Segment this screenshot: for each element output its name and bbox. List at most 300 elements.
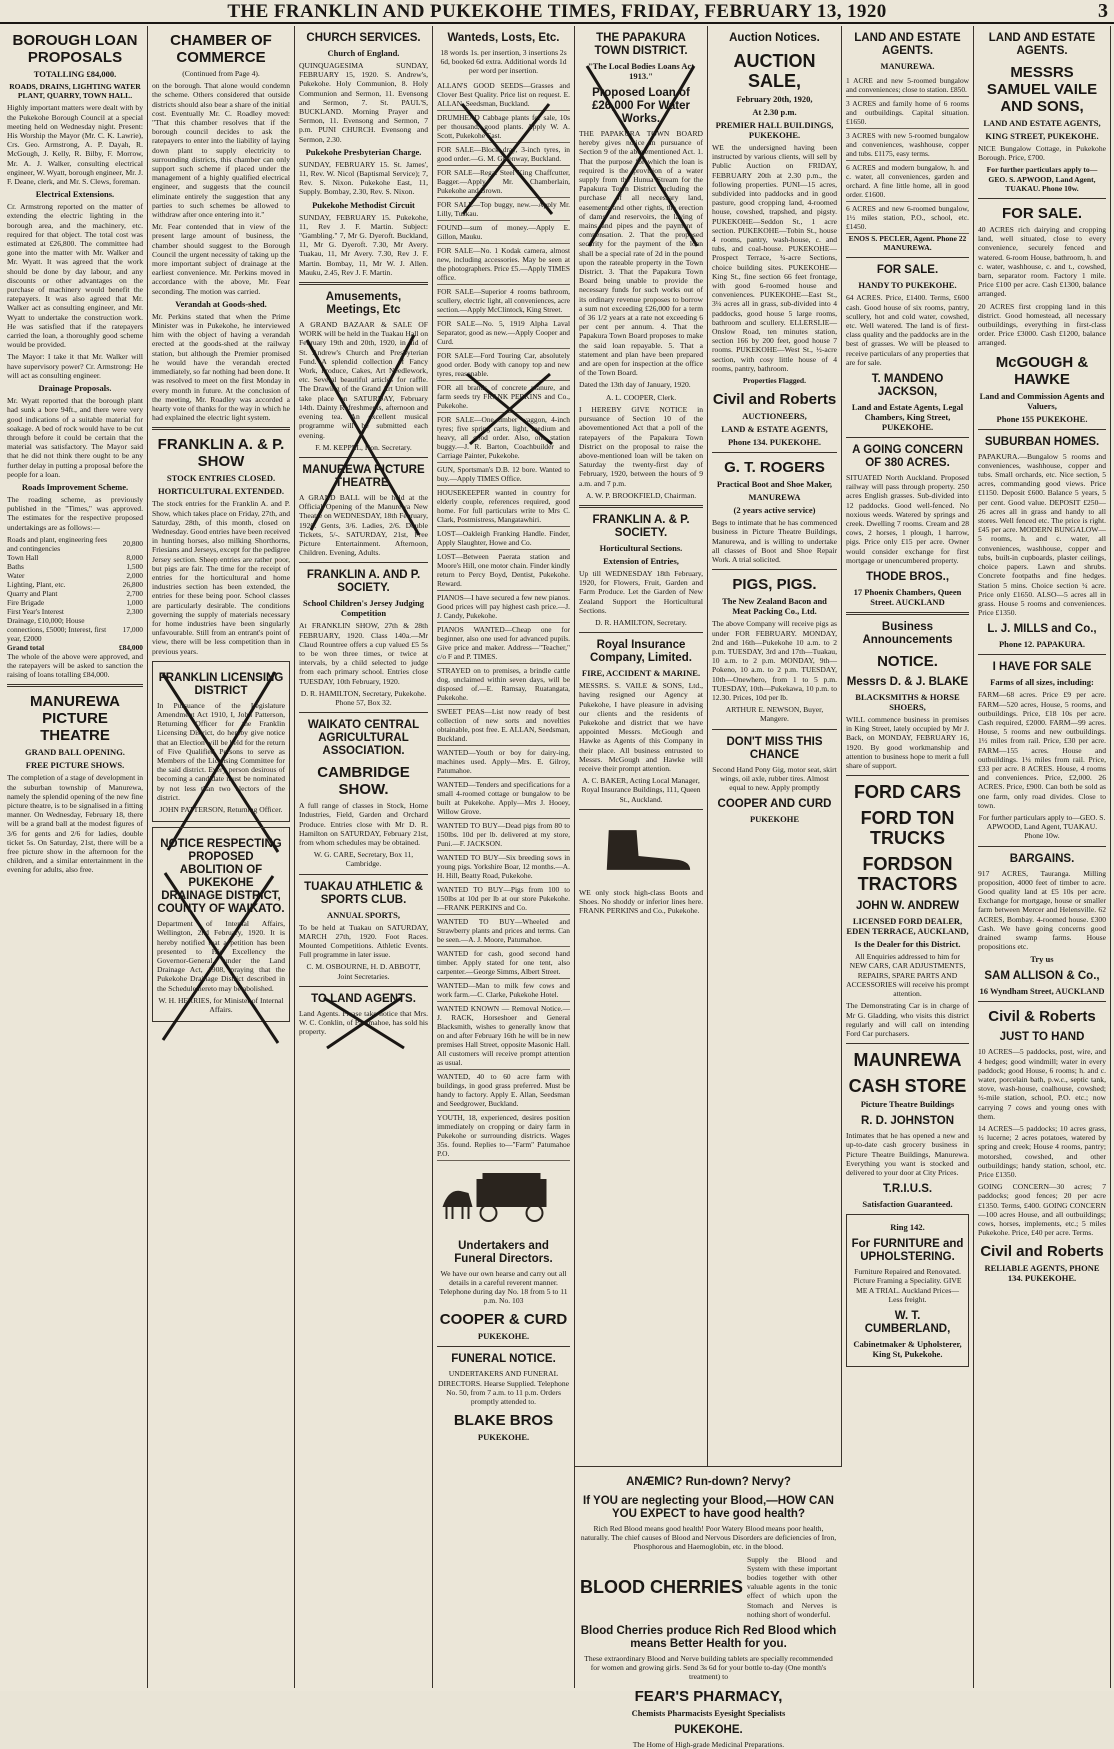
section-heading: Auction Notices. xyxy=(729,32,820,44)
divider xyxy=(299,562,428,563)
ad-footer: The Home of High-grade Medicinal Preparations. xyxy=(632,1739,785,1749)
list-item: 1 ACRE and new 5-roomed bungalow and conveniences; close to station. £850. xyxy=(846,74,969,97)
ad-body: 64 ACRES. Price, £1400. Terms, £600 cash. Good house of six rooms, pantry, scullery, hot and cold water, cowshed, etc. Well watered. The land is of first-class quality and the paddocks are in the best of grasses. We will be pleased to receive particulars of any properties that are for sale. xyxy=(846,293,969,367)
ad-heading: MESSRS SAMUEL VAILE AND SONS, xyxy=(986,64,1098,115)
estimate-value: 8,000 xyxy=(126,552,143,562)
ad-subheading: 16 Wyndham Street, AUCKLAND xyxy=(979,986,1105,997)
ad-heading: R. D. JOHNSTON xyxy=(860,1115,955,1128)
list-item: GUN, Sportsman's D.B. 12 bore. Wanted to buy.—Apply TIMES Office. xyxy=(437,463,570,486)
table-row xyxy=(7,589,143,598)
notice-subheading: "The Local Bodies Loans Act 1913." xyxy=(587,61,695,81)
divider xyxy=(712,729,837,730)
ford-trucks-heading: FORD TON TRUCKS xyxy=(860,808,955,849)
ad-heading: Civil and Roberts xyxy=(980,1243,1104,1261)
ad-body: FARM—68 acres. Price £9 per acre. FARM—520 acres, House, 5 rooms, and outbuildings. Price, £18 10s per acre. Cash required, £2000. FARM—99 acres. House, 5 rooms and new outbuildings. 1½ miles from rail. Price, £30 per acre. FARM—155 acres. House and outbuildings. 1¼ miles from rail. Price, £33 per acre. 8 ACRES. House, 4 rooms and conveniences. Price, £2,000. 26 ACRES. Price, £900. Can both be sold as one farm, only road divides. Close to town. xyxy=(978,690,1106,810)
ad-heading: FOR SALE. xyxy=(1001,205,1082,223)
ad-heading: Civil & Roberts xyxy=(988,1008,1096,1026)
estimate-value: 26,800 xyxy=(122,579,143,589)
list-item: DRUMHEAD Cabbage plants for sale, 10s per thousand, good plants. Apply W. A. Scott, Pukekohe East. xyxy=(437,111,570,143)
table-row xyxy=(7,553,143,562)
total-value: £84,000 xyxy=(118,642,143,652)
ad-subheading: Practical Boot and Shoe Maker, xyxy=(716,479,833,490)
notice-heading: NOTICE RESPECTING PROPOSED ABOLITION OF PUKEKOHE DRAINAGE DISTRICT, COUNTY OF WAIKATO. xyxy=(157,838,285,916)
ad-heading: CASH STORE xyxy=(848,1076,967,1097)
table-row xyxy=(7,598,143,607)
ad-heading: CAMBRIDGE SHOW. xyxy=(317,764,410,799)
ad-body: 917 ACRES, Tauranga. Milling proposition, 4000 feet of timber to acre. Good quality land at £5 10s per acre. Exchange for mortgage, house or smaller farm between Mercer and Helensville. 62 ACRES, Bombay. 4-roomed house. £300 Cash. We have going concerns good drained swamp farms. House propositions etc. xyxy=(978,868,1106,952)
section-heading: CHURCH SERVICES. xyxy=(306,32,421,44)
ad-subheading: Phone 155 PUKEKOHE. xyxy=(996,413,1088,424)
ad-heading: McGOUGH & HAWKE xyxy=(995,353,1089,388)
table-row xyxy=(7,616,143,643)
ad-heading: FOR SALE. xyxy=(876,264,939,277)
column-8 xyxy=(974,26,1111,1688)
ad-heading: T.R.I.U.S. xyxy=(882,1183,933,1196)
ad-subheading: FIRE, ACCIDENT & MARINE. xyxy=(581,668,701,679)
estimate-value: 17,000 xyxy=(122,624,143,634)
ad-heading: BARGAINS. xyxy=(1009,852,1075,865)
drainage-notice xyxy=(152,827,290,1022)
ad-tagline: Blood Cherries produce Rich Red Blood which means Better Health for you. xyxy=(580,1625,837,1651)
page-number: 3 xyxy=(1098,0,1108,22)
list-item: FOR SALE—Ford Touring Car, absolutely good order. Body with canopy top and new tyres, reasonable. xyxy=(437,349,570,381)
rates-note: 18 words 1s. per insertion, 3 insertions 2s 6d, booked 6d extra. Additional words 1d per word per insertion. xyxy=(440,48,567,76)
ad-body: Properties Flagged. xyxy=(742,376,807,386)
divider xyxy=(299,712,428,713)
ad-body: Rich Red Blood means good health! Poor Watery Blood means poor health, naturally. The chief causes of Blood and Nervous Disorders are deficiencies of Iron, Phosphorous and Haemoglobin, etc. in the blood. xyxy=(580,1524,837,1552)
divider xyxy=(299,282,428,285)
divider xyxy=(978,846,1106,847)
article-heading: BOROUGH LOAN PROPOSALS xyxy=(12,32,138,66)
ad-heading: Civil and Roberts xyxy=(712,391,837,409)
ad-subheading: LICENSED FORD DEALER, EDEN TERRACE, AUCKLAND, xyxy=(846,916,969,937)
ad-body: At FRANKLIN SHOW, 27th & 28th FEBRUARY, 1920. Class 140a.—Mr Claud Rountree offers a cup valued £5 5s to be won three times, or twice at intervals, by a child selected to judge from each primary school. Entries close TUESDAY, 10th February, 1920. xyxy=(299,621,428,686)
ad-subheading: KING STREET, PUKEKOHE. xyxy=(985,131,1099,141)
ad-body: A full range of classes in Stock, Home Industries, Field, Garden and Orchard Produce. Entries close with Mr D. R. Hamilton on SATURDAY, February 21st, from whom schedules may be obtained. xyxy=(299,801,428,847)
ad-signature: ARTHUR E. NEWSON, Buyer, Mangere. xyxy=(725,705,824,724)
section-heading: LAND AND ESTATE AGENTS. xyxy=(988,32,1096,57)
ad-body: Up till WEDNESDAY 18th February, 1920, for Flowers, Fruit, Garden and Farm Produce. Let the Garden of New Zealand Support the Horticultural Sections. xyxy=(579,568,703,615)
article-paragraph: Mr. Perkins stated that when the Prime Minister was in Pukekohe, he interviewed him with the object of having a verandah erected at the goods-shed at the railway station, but although the Premier promised he would have the verandah erected immediately, so far nothing had been done. It was resolved to meet on the first Monday in every month in future. At the conclusion of the meeting, Mr. Roadley was accorded a hearty vote of thanks for the way in which he had explained the electric light system. xyxy=(152,311,290,423)
ad-heading: SUBURBAN HOMES. xyxy=(984,435,1100,448)
ad-body: We have our own hearse and carry out all details in a careful reverent manner. Telephone during day No. 18 from 5 to 11 p.m. No. 103 xyxy=(439,1268,568,1306)
article-paragraph: Highly important matters were dealt with by the Pukekohe Borough Council at a special meeting held on Wednesday night. Present: His Worship the Mayor (Mr. C. K. Lawrie), Crs. Geo. Armstrong, A. P. Dayah, R. McGough, J. Kelly, R. Bilby, F. Morrow, Mr. A. J. Walker, consulting electrical engineer, W. Wyatt, borough engineer, Mr. J. F. Deane, clerk, and Mr. S. Clews, foreman. xyxy=(7,103,143,187)
article-subheading: FREE PICTURE SHOWS. xyxy=(25,760,125,771)
divider xyxy=(846,612,969,615)
divider xyxy=(846,1043,969,1044)
ad-heading: JOHN W. ANDREW xyxy=(855,900,960,913)
ad-subheading: HANDY TO PUKEKOHE. xyxy=(858,280,957,291)
ad-subheading: MANUREWA. xyxy=(880,61,935,71)
table-row xyxy=(7,643,143,652)
ad-subheading: Ring 142. xyxy=(890,1222,925,1233)
table-row xyxy=(7,580,143,589)
ad-signature: ENOS S. PECLER, Agent. Phone 22 MANUREWA. xyxy=(848,234,967,253)
divider xyxy=(579,809,703,810)
divider xyxy=(978,429,1106,430)
brand-row xyxy=(580,1555,837,1619)
estimate-value: 2,300 xyxy=(126,606,143,616)
list-item: FOR all brands of concrete manure, and farm seeds try FRANK PERKINS and Co., Pukekohe. xyxy=(437,381,570,413)
ad-subheading: LAND AND ESTATE AGENTS, xyxy=(983,118,1101,128)
article-paragraph: Cr. Armstrong reported on the matter of extending the electric lighting in the borough area, and the machinery, etc. required for that object. The total cost was estimated at £26,800. The committee had gone into the matter with Mr. Walker and Mr. Wyatt. It was agreed that the work should be done by day labour, and any discounts or other advantages on the purchase of machinery would benefit the ratepayers. It was also agreed that Mr. Walker act as consulting engineer, and Mr. Wyatt to undertake the construction work. He was satisfied that if the ratepayers carried the loan, a thoroughly good scheme would be provided. xyxy=(7,202,143,350)
ad-heading: DON'T MISS THIS CHANCE xyxy=(726,735,823,761)
notice-body: I HEREBY GIVE NOTICE in pursuance of Section 10 of the abovementioned Act that a poll of the ratepayers of the Papakura Town District on the proposal to raise the above-mentioned loan will be taken on Saturday the twenty-first day of February, 1920, between the hours of 9 a.m. and 7 p.m. xyxy=(579,404,703,488)
list-item: LOST—Between Paerata station and Moore's Hill, one motor chain. Finder kindly return to Percy Boyd, Dentist, Pukekohe. Reward. xyxy=(437,550,570,591)
estimate-value: 2,700 xyxy=(126,588,143,598)
table-row xyxy=(7,571,143,580)
land-agents-notice xyxy=(299,993,428,1037)
ad-body: Land Agents. Please take notice that Mrs. W. C. Conklin, of Patumahoe, has sold his property. xyxy=(299,1008,428,1037)
divider xyxy=(846,257,969,258)
ad-heading: PIGS, PIGS. xyxy=(732,576,817,594)
ad-subheading: PUKEKOHE. xyxy=(477,1331,530,1342)
ad-heading: W. T. CUMBERLAND, xyxy=(864,1309,951,1335)
ad-subheading: Horticultural Sections. xyxy=(599,542,683,553)
list-item: FOR SALE—Top buggy, new.—Apply Mr. Lilly, Tuakau. xyxy=(437,198,570,221)
notice-body: THE PAPAKURA TOWN BOARD hereby gives notice in pursuance of Section 9 of the abovementioned Act. 1. That the purpose for which the loan is required is the provision of a water supply from the Hunua Stream for the Papakura Town District including the purchase of all necessary land, easements and other rights, the erection of dams and reservoirs, the laying of mains and pipes and the payment of compensation. 2. That the proposed security for the payment of the loan shall be a special rate of 2d in the pound upon the rateable property in the Town District. 3. That the Papakura Town Board being unable to provide the necessary funds for such works out of its ordinary revenue proposes to borrow a sum not exceeding £26,000 for a term of 36 1/2 years at a rate not exceeding 6 per cent per annum. 4. That the Papakura Town Board proposes to make the said loan repayable. 5. That a statement and plan have been prepared and are open for inspection at the office of the Town Board. xyxy=(579,129,703,378)
estimate-label: Quarry and Plant xyxy=(7,588,58,598)
divider xyxy=(299,457,428,458)
section-subheading: Verandah at Goods-shed. xyxy=(175,298,267,309)
list-item: FOR SALE—No. 5, 1919 Alpha Laval Separator, good as new.—Apply Cooper and Curd. xyxy=(437,317,570,349)
article-intro: ROADS, DRAINS, LIGHTING WATER PLANT, QUARRY, TOWN HALL. xyxy=(9,82,141,101)
ad-signature: W. G. CARE, Secretary, Box 11, Cambridge. xyxy=(313,850,414,869)
divider xyxy=(299,874,428,875)
list-item: FOR SALE—Block dray, 3-inch tyres, in good order.—G. M. Greenway, Buckland. xyxy=(437,143,570,166)
list-item: FOR SALE—No. 1 Kodak camera, almost new, including accessories. May be seen at the photographers. Price £5.—Apply TIMES office. xyxy=(437,244,570,285)
ad-heading: If YOU are neglecting your Blood,—HOW CAN YOU EXPECT to have good health? xyxy=(583,1495,834,1520)
ad-heading: WAIKATO CENTRAL AGRICULTURAL ASSOCIATION. xyxy=(307,719,420,758)
section-subheading: Pukekohe Presbyterian Charge. xyxy=(305,146,422,157)
list-item: 3 ACRES with new 5-roomed bungalow and conveniences, washhouse, copper and tubs. £1175, easy terms. xyxy=(846,129,969,161)
notice-heading: THE PAPAKURA TOWN DISTRICT. xyxy=(594,32,688,57)
ad-subheading: LAND & ESTATE AGENTS, xyxy=(721,424,828,435)
ad-heading: MANUREWA PICTURE THEATRE. xyxy=(302,463,425,489)
ad-body: Intimates that he has opened a new and up-to-date cash grocery business in Picture Theatre Buildings, Manurewa. Everything you want is stocked and delivered to your door at City Prices. xyxy=(846,1131,969,1177)
ad-subheading: School Children's Jersey Judging Competition xyxy=(303,598,424,619)
list-item: WANTED TO BUY—Wheeled and Strawberry plants and prices and terms. Can be seen.—A. J. Moore, Patumahoe. xyxy=(437,915,570,947)
ad-subheading: Picture Theatre Buildings xyxy=(860,1099,955,1110)
section-subheading: Electrical Extensions. xyxy=(35,189,115,200)
ad-subheading: RELIABLE AGENTS, PHONE 134. PUKEKOHE. xyxy=(984,1263,1100,1284)
list-item: FOR SALE—Superior 4 rooms bathroom, scullery, electric light, all conveniences, acre section.—Apply McClintock, King Street. xyxy=(437,285,570,317)
divider xyxy=(437,1346,570,1347)
list-item: PIANOS—I have secured a few new pianos. Good prices will pay highest cash price.—J. J. Candy, Pukekohe. xyxy=(437,591,570,623)
ad-body: To be held at Tuakau on SATURDAY, MARCH 27th, 1920. Foot Races. Mounted Competitions. Athletic Events. Full programme in later issue. xyxy=(299,922,428,960)
list-item: WANTED TO BUY—Dead pigs from 80 to 150lbs. 10d per lb. delivered at my store, Puni.—F. JACKSON. xyxy=(437,819,570,851)
divider xyxy=(846,775,969,776)
ad-heading: AUCTION SALE, xyxy=(733,51,816,91)
ad-subheading: BLACKSMITHS & HORSE SHOERS, xyxy=(855,692,960,713)
divider xyxy=(152,427,290,430)
service-list: SUNDAY, FEBRUARY 15. St. James', 11, Rev. W. Nicol (Baptismal Service); 7, Rev. S. Nixon. Pukekohe East, 11, Supply. Bombay, 2.30, Rev. S. Nixon. xyxy=(299,159,428,197)
article-subheading: STOCK ENTRIES CLOSED. xyxy=(166,473,276,484)
ad-body: SITUATED North Auckland. Proposed railway will pass through property. 250 acres English grasses. Sub-divided into 12 paddocks. Good well-fenced. No noxious weeds. Watered by springs and creek. Dwelling 7 rooms. Cream and 28 cows, 2 horses, 1 plough, 1 harrow, pigs. Price only £15 per acre. Owner would consider exchange for first mortgage or unencumbered property. xyxy=(846,473,969,565)
list-item: PIANOS WANTED—Cheap one for beginner, also one used for advanced pupils. Give price and maker. Address—"Teacher," c/o F and P. TIMES. xyxy=(437,623,570,664)
ad-body: Furniture Repaired and Renovated. Picture Framing a Speciality. GIVE ME A TRIAL. Auckland Prices—Less freight. xyxy=(853,1267,962,1304)
ad-heading: A GOING CONCERN OF 380 ACRES. xyxy=(852,444,963,470)
list-item: FOUND—sum of money.—Apply E. Gillon, Mauku. xyxy=(437,221,570,244)
estimate-value: 1,000 xyxy=(126,597,143,607)
list-item: 3 ACRES and family home of 6 rooms and outbuildings. Capital situation. £1650. xyxy=(846,97,969,129)
service-list: QUINQUAGESIMA SUNDAY, FEBRUARY 15, 1920. S. Andrew's, Pukekohe. Holy Communion, 8. Holy Communion and Sermon, 11. Evensong and Sermon, 7. St. PAUL'S, BUCKLAND. Morning Prayer and Sermon, 11. Evensong and Sermon, 7 p.m. PUNI CHURCH. Evensong and Sermon, 2.30. xyxy=(299,61,428,144)
section-heading: LAND AND ESTATE AGENTS. xyxy=(854,32,961,57)
ad-heading: COOPER AND CURD xyxy=(717,798,832,811)
ad-heading: JUST TO HAND xyxy=(999,1031,1085,1044)
ad-signature: D. R. HAMILTON, Secretary, Pukekohe. Phone 57, Box 32. xyxy=(300,688,427,707)
ad-body: 40 ACRES rich dairying and cropping land, well situated, close to every convenience, securely fenced and watered. 6-room House, bathroom, h. and c. water, washhouse, c. and t., cowshed, barn, separator room. Factory 1 mile. Price £100 per acre. Cash £1300, balance arranged. xyxy=(978,225,1106,299)
ad-heading: Messrs D. & J. BLAKE xyxy=(846,676,969,689)
list-item: FOR SALE—One timber waggon, 4-inch tyres; five spring carts, light, medium and heavy, all good order. Also, one station buggy.—J. R. Barton, Coachbuilder and Carriage Painter, Pukekohe. xyxy=(437,413,570,463)
ad-body: WILL commence business in premises in King Street, lately occupied by Mr J. Back, on MONDAY, FEBRUARY 16, 1920. By good workmanship and attention to business hope to merit a full share of support. xyxy=(846,715,969,771)
article-paragraph: The Mayor: I take it that Mr. Walker will have supervisory power? Cr. Armstrong: He will act as consulting engineer. xyxy=(7,352,143,380)
ad-subheading: MANUREWA xyxy=(748,492,801,503)
article-paragraph: The stock entries for the Franklin A. and P. Show, which takes place on Friday, 27th, and Saturday, 28th, of this month, closed on Wednesday. Good entries have been received in hunting horses, also milking Shorthorns, Friesians and Jerseys, except for the pedigree Jersey section. Sheep entries are rather poor, but pigs are fair. The time for the receipt of entries for the horticultural and home industries section has been extended, the entries for these being poor. School classes are particularly desirable. The conditions governing the supply of materials necessary for home industries have been singularly unfavourable. Still from an entrant's point of view, there will be less competition than in previous years. xyxy=(152,499,290,656)
ad-body: WE the undersigned having been instructed by various clients, will sell by Public Auction on FRIDAY, FEBRUARY 20th at 2.30 p.m., the following properties. PUNI—15 acres, subdivided into paddocks and in good pasture, good cropping land, 4-roomed house, cowshed, trapshed, and pigsty. PUKEKOHE—Seddon St., 1 acre section. PUKEKOHE—Tobin St., house 4 rooms, pantry, wash-house, c. and tubs, and coal-house. PUKEKOHE—Prospect Terrace, ¾-acre Sections, choice building sites. PUKEKOHE—King St., fine section 66 feet frontage, with good 6-roomed house and conveniences. PUKEKOHE—East St., 3¼ acres all in grass, sub-divided into 4 paddocks, good house 5 large rooms, bathroom and scullery. ELLERSLIE—Onslow Road, ten minutes station, section 166 by 200 feet, good house 7 rooms. PUKEKOHE—West St., ½-acre section, with cosy little house of 4 rooms, pantry, bathroom. xyxy=(712,143,837,373)
column-5 xyxy=(575,26,708,1688)
ad-body: 20 ACRES first cropping land in this district. Good homestead, all necessary outbuildings, everything in first-class order. Price £3000. Cash £1200, balance arranged. xyxy=(978,301,1106,348)
estimate-label: Baths xyxy=(7,561,24,571)
table-row xyxy=(7,535,143,553)
article-heading: MANUREWA PICTURE THEATRE xyxy=(30,693,120,745)
article-paragraph: Mr. Wyatt reported that the borough plant had sunk a bore 94ft., and there were very good indications of a suitable material for soakage. A bed of rock would have to be cut through before it could be certain that the material was satisfactory. The Mayor said that he did not think there ought to be any further delay in putting a proposal before the people for a loan. xyxy=(7,396,144,479)
list-item: 6 ACRES and modern bungalow, h. and c. water, all conveniences, garden and orchard. A fine little home, all in good order. £1600. xyxy=(846,161,969,202)
service-list: SUNDAY, FEBRUARY 15. Pukekohe, 11, Rev J. F. Martin. Subject: "Gambling." 7, Mr G. Dyeroft. Buckland, 11, Mr G. Dyeroft. 7.30, Mr Avery. Tuakau, 11, Mr Avery. 7.30, Rev J. F. Martin. Bombay, 11, Mr W. J. Allen. Mauku, 2.45, Rev J. F. Martin. xyxy=(299,212,428,277)
ad-body: UNDERTAKERS AND FUNERAL DIRECTORS. Hearse Supplied. Telephone No. 50, from 7 a.m. to 11 p.m. Orders promptly attended to. xyxy=(437,1369,569,1407)
section-subheading: Pukekohe Methodist Circuit xyxy=(312,199,415,210)
pharmacy-town: PUKEKOHE. xyxy=(674,1723,743,1736)
column-4 xyxy=(433,26,575,1688)
table-row xyxy=(7,562,143,571)
ad-heading: FRANKLIN A. AND P. SOCIETY. xyxy=(306,569,421,595)
divider xyxy=(846,437,969,438)
list-item: WANTED for cash, good second hand timber. Apply stated for one tent, also carpenter.—George Simms, Albert Street. xyxy=(437,947,570,979)
ad-subheading: Try us xyxy=(1030,954,1054,965)
furniture-ad xyxy=(846,1214,969,1367)
notice-body: In Pursuance of the Legislature Amendment Act 1910, I, John Patterson, Returning Officer for the Franklin Licensing District, do hereby give notice that an Election will be held for the return of Five Qualified Persons to serve as Members of the Licensing Committee for the said district. Every person desirous of becoming a candidate must be nominated by not less than two electors of the district. xyxy=(157,700,285,802)
estimate-label: Water xyxy=(7,570,25,580)
divider xyxy=(299,986,428,987)
ad-signature: D. R. HAMILTON, Secretary. xyxy=(595,617,687,627)
ad-heading: THODE BROS., xyxy=(865,571,950,584)
list-item: FOR SALE—Regal Steel King Chaffcutter, Bagger.—Apply Mr. Chamberlain, Pukekohe and Brown. xyxy=(437,166,570,198)
fordson-tractors-heading: FORDSON TRACTORS xyxy=(857,854,958,895)
ad-body: These extraordinary Blood and Nerve building tablets are specially recommended for women and growing girls. Send 3s 6d for your bottle to-day (One month's treatment) to xyxy=(584,1654,833,1682)
ad-subheading: Farms of all sizes, including: xyxy=(990,677,1094,688)
ad-heading: NOTICE. xyxy=(877,653,938,671)
ad-subheading: Phone 134. PUKEKOHE. xyxy=(727,437,822,448)
article-subheading: GRAND BALL OPENING. xyxy=(25,747,125,758)
ad-heading: G. T. ROGERS xyxy=(724,459,825,477)
ad-subheading: 17 Phoenix Chambers, Queen Street. AUCKLAND xyxy=(853,587,962,608)
bazaar-ad xyxy=(299,320,428,452)
notice-signature: JOHN PATTERSON, Returning Officer. xyxy=(159,805,283,814)
ad-heading: TO LAND AGENTS. xyxy=(311,992,416,1005)
article-paragraph: on the borough. That alone would condemn the scheme. Others considered that outside districts should also bear a share of the initial cost. Eventually Mr. C. Roadley moved: "That this chamber resolves that if the borough council decides to ask the ratepayers to enter into the liability of laying down plant to supply electricity to surrounding districts, this chamber can only support such scheme if placed under the management of a highly qualified electrical engineer, and suggests that the council eliminate entirely the suggestion that any parties to such schemes be allowed to withdraw after once entering into it." xyxy=(152,81,290,220)
ad-heading: MAUNREWA xyxy=(853,1050,962,1071)
list-item: LOST—Oakleigh Franking Handle. Finder, Apply Slaughter, Howe and Co. xyxy=(437,527,570,550)
ad-body: The Demonstrating Car is in charge of Mr G. Gladding, who visits this district regularly and will call on intending Ford Car purchasers. xyxy=(846,1001,969,1038)
list-item: WANTED KNOWN — Removal Notice.—J. RACK, Horseshoer and General Blacksmith, wishes to generally know that on and after February 16th he will be in new premises Hall Street, opposite Masonic Hall. All customers will receive prompt attention as usual. xyxy=(437,1002,570,1070)
column-6 xyxy=(708,26,842,1688)
article-heading: CHAMBER OF COMMERCE xyxy=(170,32,272,66)
ad-subheading: Phone 12. PAPAKURA. xyxy=(998,639,1086,650)
hearse-illustration xyxy=(437,1167,570,1223)
section-heading: Wanteds, Losts, Etc. xyxy=(447,32,560,44)
ad-subheading: Extension of Entries, xyxy=(603,555,679,566)
ad-heading: FRANKLIN A. & P. SOCIETY. xyxy=(592,513,690,539)
ad-signature: For further particulars apply to—GEO. S. APWOOD, Land Agent, TUAKAU. Phone 10w. xyxy=(978,812,1106,841)
divider xyxy=(712,569,837,570)
article-paragraph: The roading scheme, as previously published in the "Times," was approved. The estimates for the respective proposed undertakings are as follows:— xyxy=(7,494,143,532)
ad-signature: C. M. OSBOURNE, H. D. ABBOTT, Joint Secretaries. xyxy=(306,962,421,981)
list-item: WANTED TO BUY—Pigs from 100 to 150lbs at 10d per lb at our store Pukekohe.—FRANK PERKINS and Co. xyxy=(437,883,570,915)
ad-signature: F. M. KEPPEL, Hon. Secretary. xyxy=(315,442,412,452)
ad-signature: For further particulars apply to—GEO. S. APWOOD, Land Agent, TUAKAU. Phone 10w. xyxy=(986,165,1098,193)
ad-body: GOING CONCERN—30 acres; 7 paddocks; good fences; 20 per acre £1350. Terms, £400. GOING CONCERN—100 acres House, and all outbuildings; cows, horses, implements, etc.; 5 miles Pukekohe. Price, £40 per acre. Terms. xyxy=(978,1182,1106,1238)
ad-body: NICE Bungalow Cottage, in Pukekohe Borough. Price, £700. xyxy=(978,144,1106,163)
ad-heading: BLAKE BROS xyxy=(453,1412,554,1430)
notice-date: Dated the 13th day of January, 1920. xyxy=(579,380,691,390)
list-item: WANTED—Youth or boy for dairy-ing, machines used. Apply—Mrs. E. Gilroy, Patumahoe. xyxy=(437,746,570,778)
ad-subheading: Satisfaction Guaranteed. xyxy=(862,1199,953,1210)
estimate-label: Lighting, Plant, etc. xyxy=(7,579,66,589)
ad-subheading: PUKEKOHE. xyxy=(477,1432,530,1443)
divider xyxy=(7,684,143,687)
section-heading: Business Announcements xyxy=(862,621,953,647)
list-item: WANTED—Tenders and specifications for a small 4-roomed cottage or bungalow to be built at Pukekohe. Apply—Mrs J. Hooey, Willow Grove. xyxy=(437,778,570,819)
notice-signature: A. L. COOPER, Clerk. xyxy=(605,392,677,402)
ad-heading: ANÆMIC? Run-down? Nervy? xyxy=(626,1476,791,1488)
column-2 xyxy=(148,26,295,1688)
ad-body: A GRAND BALL will be held at the Official Opening of the Manurewa New Theatre on WEDNESDAY, 18th February, 1920. Gents, 3/6. Ladies, 2/6. Double Tickets, 5/-. SATURDAY, 21st, Free Picture Entertainment. Afternoon, Children. Evening, Adults. xyxy=(299,492,428,558)
column-1 xyxy=(3,26,148,1688)
continued-note: (Continued from Page 4). xyxy=(182,69,260,78)
ad-body: 10 ACRES—5 paddocks, post, wire, and 4 hedges; good windmill; water in every paddock; good House, 6 rooms; h. and c. water, porcelain bath, p.w.c., septic tank, stove, wash-house, coalhouse, cowshed; ½-mile station, school, P.O. etc.; now carrying 7 cows and young ones with them. xyxy=(978,1047,1106,1121)
ad-subheading: ANNUAL SPORTS, xyxy=(327,909,400,920)
article-paragraph: The whole of the above were approved, and the ratepayers will be asked to sanction the raising of loans totalling £84,000. xyxy=(7,651,143,680)
column-7 xyxy=(842,26,974,1688)
estimates-table xyxy=(7,535,143,652)
classified-list xyxy=(437,79,570,1161)
columns xyxy=(3,26,1111,1749)
article-subheading: TOTALLING £84,000. xyxy=(33,69,117,79)
ad-subheading: Is the Dealer for this District. xyxy=(854,939,961,950)
notice-signature: A. W. P. BROOKFIELD, Chairman. xyxy=(585,490,697,500)
divider xyxy=(579,505,703,508)
article-paragraph: The completion of a stage of development in the suburban township of Manurewa, namely the splendid opening of the new fine picture theatre, is to be signalised in a fitting manner. On Wednesday, February 18, there will be a grand ball at the modest figures of 3/6 for gents and 2/6 for ladies, double ticket 5s. On Saturday, 21st, there will be a free picture show in the afternoon for the children, and a similar entertainment in the evening for adults, also free. xyxy=(7,773,144,875)
list-item: WANTED, 40 to 60 acre farm with buildings, in good grass preferred. Must be handy to factory. Apply E. Allan, Seedsman and Seedgrower, Buckland. xyxy=(437,1070,570,1111)
notice-subheading: Proposed Loan of £26,000 For Water Works. xyxy=(591,87,690,125)
total-label: Grand total xyxy=(7,642,45,652)
ad-body: PAPAKURA.—Bungalow 5 rooms and conveniences, washhouse, copper and tubs. Small orchards, etc. Nice section, 5 acres, commanding good views. Price £1150. Deposit £600. Balance 5 years, 5 per cent. Good value. DEPOSIT £250—26 acres all in grass and handy to all stores. Well fenced etc. The price is right. £45 per acre. MODERN BUNGALOW—5 rooms, h. and c. water, all conveniences, washhouse, copper and tubs, built-in cupboards, plaster ceilings, choice papers. Lawn and shrubs. Concrete footpaths and fine hedges. Station 5 mins. Choice section ¼ acre. Price only £1650. ALSO—5 acres all in grass. House 5 rooms and conveniences. Price £1350. xyxy=(978,451,1107,618)
ad-subheading: Land and Commission Agents and Valuers, xyxy=(979,390,1105,411)
ad-subheading: PREMIER HALL BUILDINGS, PUKEKOHE. xyxy=(715,120,834,140)
list-item: 6 ACRES and new 6-roomed bungalow, 1½ miles station, P.O., school, etc. £1450. xyxy=(846,202,969,234)
brand-name: BLOOD CHERRIES xyxy=(580,1576,744,1597)
ad-subheading: February 20th, 1920, xyxy=(736,94,813,104)
divider xyxy=(978,654,1106,655)
divider xyxy=(978,198,1106,199)
table-row xyxy=(7,607,143,616)
blood-cherries-ad xyxy=(575,1466,842,1749)
list-item: STRAYED on to premises, a brindle cattle dog, unclaimed within seven days, will be disposed of.—E. Ramsay, Ruatangata, Pukekohe. xyxy=(437,664,570,705)
estimate-value: 20,800 xyxy=(122,539,143,549)
list-item: ALLAN'S GOOD SEEDS—Grasses and Clover Best Quality. Price list on request. E. ALLAN, Seedsman, Buckland. xyxy=(437,79,570,111)
ad-heading: T. MANDENO JACKSON, xyxy=(871,373,944,399)
ad-subheading: Land and Estate Agents, Legal Chambers, King Street, PUKEKOHE. xyxy=(851,402,964,433)
pharmacy-name: FEAR'S PHARMACY, xyxy=(634,1687,783,1705)
divider xyxy=(978,1001,1106,1002)
divider xyxy=(712,452,837,453)
ad-body: All Enquiries addressed to him for NEW CARS, CAR ADJUSTMENTS, REPAIRS, SPARE PARTS AND ACCESSORIES will receive his prompt attention. xyxy=(846,952,969,999)
masthead-title: THE FRANKLIN AND PUKEKOHE TIMES, FRIDAY, FEBRUARY 13, 1920 xyxy=(227,1,887,22)
ad-subheading: (2 years active service) xyxy=(733,505,816,516)
ad-heading: For FURNITURE and UPHOLSTERING. xyxy=(851,1238,964,1264)
pharmacy-services: Chemists Pharmacists Eyesight Specialists xyxy=(631,1707,786,1718)
ad-heading: Royal Insurance Company, Limited. xyxy=(589,639,693,665)
estimate-value: 1,500 xyxy=(126,561,143,571)
estimate-label: Roads and plant, engineering fees and contingencies xyxy=(7,534,107,553)
boot-illustration xyxy=(579,821,703,877)
article-subheading: HORTICULTURAL EXTENDED. xyxy=(158,486,284,497)
section-subheading: Church of England. xyxy=(327,48,400,58)
notice-heading: FRANKLIN LICENSING DISTRICT xyxy=(158,671,284,697)
licensing-notice xyxy=(152,661,290,822)
papakura-loan-notice xyxy=(579,61,703,500)
ad-heading: SAM ALLISON & Co., xyxy=(984,970,1100,983)
ad-subheading: PUKEKOHE xyxy=(749,814,800,825)
ad-body: Begs to intimate that he has commenced business in Picture Theatre Buildings, Manurewa, and is willing to undertake all classes of Boot and Shoe Repair Work. A trial solicited. xyxy=(712,518,837,565)
section-subheading: Drainage Proposals. xyxy=(38,383,112,394)
notice-signature: W. H. HERRIES, for Minister of Internal Affairs. xyxy=(158,995,284,1015)
divider xyxy=(579,632,703,633)
ad-subheading: Cabinetmaker & Upholsterer, King St, Pukekohe. xyxy=(853,1338,962,1359)
ad-body: A GRAND BAZAAR & SALE OF WORK will be held in the Tuakau Hall on February 19th and 20th, 1920, in aid of St. Andrew's Church and Presbyterian Fund. A splendid collection of Fancy Work, Produce, Cakes, Art Needlework, etc. Several beautiful articles for raffle. The Drawing of the Grand Art Union will take place on SATURDAY, February 14th. Dainty Refreshments, afternoon and evening tea. An excellent musical programme will be submitted each evening. xyxy=(299,320,428,440)
section-subheading: Roads Improvement Scheme. xyxy=(21,481,129,492)
ad-body: 14 ACRES—5 paddocks; 10 acres grass, ½ lucerne; 2 acres potatoes, watered by spring and creek; House 4 rooms, pantry; motorshed, cowshed, and other outbuildings; handy station, school, etc. Price £1350. xyxy=(978,1124,1106,1180)
estimate-label: Drainage, £10,000; House connections, £5000; Interest, first year, £2000 xyxy=(7,615,107,643)
ad-heading: L. J. MILLS and Co., xyxy=(987,623,1097,636)
ad-body: Second Hand Pony Gig, motor seat, skirt wings, oil axle, rubber tires. Almost equal to new. Apply promptly xyxy=(712,764,837,792)
list-item: SWEET PEAS—List now ready of best collection of new sorts and novelties obtainable, post free. E. ALLAN, Seedsman, Buckland. xyxy=(437,705,570,746)
ad-subheading: AUCTIONEERS, xyxy=(742,411,807,422)
ford-cars-heading: FORD CARS xyxy=(854,782,961,803)
ad-heading: FUNERAL NOTICE. xyxy=(451,1353,556,1366)
section-heading: Amusements, Meetings, Etc xyxy=(325,291,402,317)
article-paragraph: Mr. Fear contended that in view of the present large amount of business, the chamber should suggest to the Borough Council the urgent necessity of taking up the more important subject of drainage at the earliest convenience. Mr. Perkins moved in accordance with the above, Mr. Fear seconding. The motion was carried. xyxy=(152,222,290,296)
estimate-label: Town Hall xyxy=(7,552,39,562)
ad-heading: I HAVE FOR SALE xyxy=(992,661,1092,674)
ad-heading: Undertakers and Funeral Directors. xyxy=(454,1239,553,1265)
list-item: HOUSEKEEPER wanted in country for elderly couple, references required, good home. For full particulars write to Mrs C. Clark, Postmistress, Mangatawhiri. xyxy=(437,486,570,527)
estimate-label: First Year's Interest xyxy=(7,606,64,616)
ad-subheading: At 2.30 p.m. xyxy=(752,107,797,117)
ad-heading: TUAKAU ATHLETIC & SPORTS CLUB. xyxy=(304,880,423,906)
column-3 xyxy=(295,26,433,1688)
ad-body: The above Company will receive pigs as under FOR FEBRUARY. MONDAY, 2nd and 16th—Pukekohe 10 a.m. to 2 p.m. TUESDAY, 3rd and 17th—Tuakau, 10 a.m. to 2 p.m. MONDAY, 9th—Pokeno, 10 a.m. to 2 p.m. TUESDAY, 10th—Onewhero, from 1 to 5 p.m. TUESDAY, 10th—Pukekawa, 10 p.m. to 12.30. Prices, 10d per lb. xyxy=(712,619,837,702)
ad-signature: A. C. BAKER, Acting Local Manager, Royal Insurance Buildings, 111, Queen St., Auckland. xyxy=(581,776,701,804)
estimate-value: 2,000 xyxy=(126,570,143,580)
ad-body: MESSRS. S. VAILE & SONS, Ltd., having resigned our Agency at Pukekohe, I have pleasure in advising our clients and the residents of Pukekohe and district that we have appointed Messrs. McGough and Hawke as Agents of this Company in their place. All business entrusted to Messrs. McGough and Hawke will receive their prompt attention. xyxy=(579,681,703,773)
list-item: WANTED—Man to milk few cows and work farm.—C. Clarke, Pukekohe Hotel. xyxy=(437,979,570,1002)
ad-subheading: The New Zealand Bacon and Meat Packing Co., Ltd. xyxy=(722,596,827,617)
ad-heading: COOPER & CURD xyxy=(439,1311,568,1329)
ad-body: Supply the Blood and System with these important bodies together with other valuable agents in the tonic effect of which upon the Stomach and Nerves is nothing short of wonderful. xyxy=(747,1554,837,1619)
ad-body: WE only stock high-class Boots and Shoes. No shoddy or inferior lines here. FRANK PERKINS and Co., Pukekohe. xyxy=(579,887,703,916)
article-heading: FRANKLIN A. & P. SHOW xyxy=(157,436,285,471)
